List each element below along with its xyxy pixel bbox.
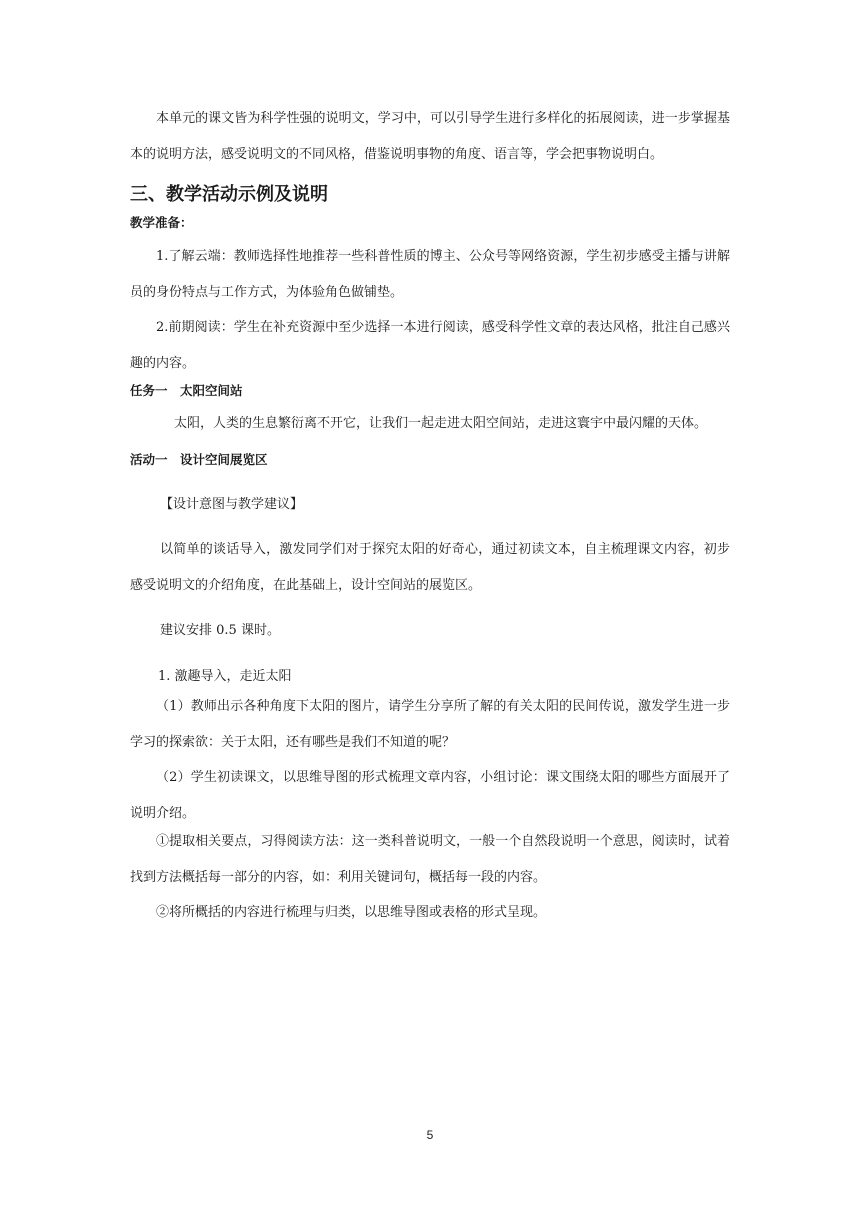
- activity1-heading: 活动一 设计空间展览区: [130, 452, 268, 467]
- task1-heading: 任务一 太阳空间站: [130, 383, 243, 398]
- prep-item-1: 1.了解云端：教师选择性地推荐一些科普性质的博主、公众号等网络资源，学生初步感受主播与讲解员的身份特点与工作方式，为体验角色做铺垫。: [130, 249, 730, 300]
- schedule-text: 建议安排 0.5 课时。: [160, 623, 280, 638]
- step1-item-1: （1）教师出示各种角度下太阳的图片，请学生分享所了解的有关太阳的民间传说，激发学生进一步学习的探索欲：关于太阳，还有哪些是我们不知道的呢？: [130, 699, 730, 750]
- prep-heading: 教学准备：: [130, 215, 193, 230]
- prep-item-2: 2.前期阅读：学生在补充资源中至少选择一本进行阅读，感受科学性文章的表达风格，批注自己感兴趣的内容。: [130, 320, 730, 371]
- page-number: 5: [426, 1128, 434, 1142]
- section-title: 三、教学活动示例及说明: [130, 184, 328, 205]
- intro-paragraph: 本单元的课文皆为科学性强的说明文，学习中，可以引导学生进行多样化的拓展阅读，进一步掌握基本的说明方法，感受说明文的不同风格，借鉴说明事物的角度、语言等，学会把事物说明白。: [130, 111, 730, 162]
- task1-text: 太阳，人类的生息繁衍离不开它，让我们一起走进太阳空间站，走进这寰宇中最闪耀的天体。: [174, 416, 708, 431]
- design-label: 【设计意图与教学建议】: [160, 497, 304, 512]
- sub-item-2: ②将所概括的内容进行梳理与归类，以思维导图或表格的形式呈现。: [156, 905, 547, 920]
- step1-item-2: （2）学生初读课文，以思维导图的形式梳理文章内容，小组讨论：课文围绕太阳的哪些方面展开了说明介绍。: [130, 770, 730, 821]
- step1-title: 1. 激趣导入，走近太阳: [158, 669, 292, 684]
- design-text: 以简单的谈话导入，激发同学们对于探究太阳的好奇心，通过初读文本，自主梳理课文内容，初步感受说明文的介绍角度，在此基础上，设计空间站的展览区。: [130, 542, 730, 593]
- sub-item-1: ①提取相关要点，习得阅读方法：这一类科普说明文，一般一个自然段说明一个意思，阅读时，试着找到方法概括每一部分的内容，如：利用关键词句，概括每一段的内容。: [130, 834, 730, 885]
